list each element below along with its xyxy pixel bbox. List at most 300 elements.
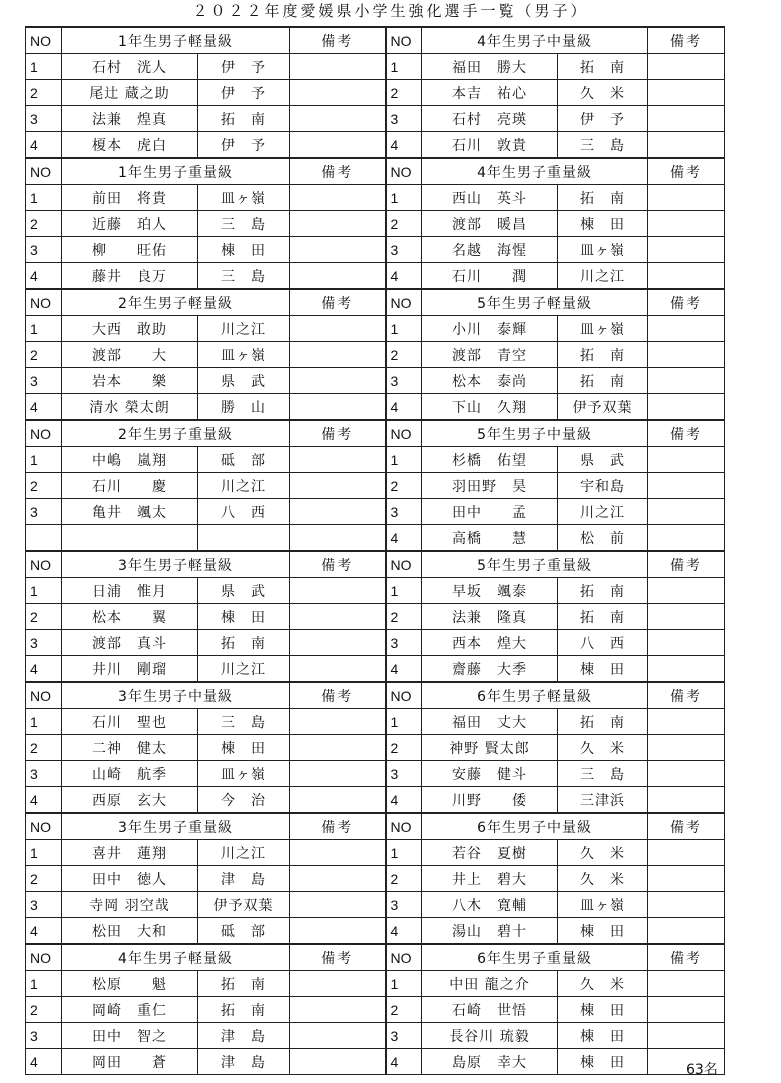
athlete-name: 神野 賢太郎 <box>422 735 558 761</box>
athlete-row <box>26 473 725 499</box>
entry-number: 2 <box>386 473 422 499</box>
team-name: 皿ヶ嶺 <box>558 316 648 342</box>
team-name: 津 島 <box>198 1049 290 1075</box>
remarks-cell <box>648 342 725 368</box>
entry-number: 4 <box>26 394 62 421</box>
athlete-row <box>26 316 725 342</box>
remarks-header: 備考 <box>290 682 386 709</box>
athlete-name: 藤井 良万 <box>62 263 198 290</box>
athlete-name: 中田 龍之介 <box>422 971 558 997</box>
athlete-name: 渡部 暖昌 <box>422 211 558 237</box>
team-name: 拓 南 <box>558 578 648 604</box>
section-title: 6年生男子重量級 <box>422 944 648 971</box>
section-title: 4年生男子中量級 <box>422 27 648 54</box>
entry-number: 3 <box>386 106 422 132</box>
entry-number: 1 <box>26 709 62 735</box>
athlete-name: 中嶋 嵐翔 <box>62 447 198 473</box>
athlete-name: 田中 智之 <box>62 1023 198 1049</box>
remarks-cell <box>648 499 725 525</box>
team-name: 棟 田 <box>558 1023 648 1049</box>
remarks-cell <box>648 80 725 106</box>
athlete-row <box>26 499 725 525</box>
athlete-name: 松本 泰尚 <box>422 368 558 394</box>
remarks-cell <box>290 787 386 814</box>
remarks-cell <box>290 394 386 421</box>
roster-table <box>25 26 725 1075</box>
athlete-name: 湯山 碧十 <box>422 918 558 945</box>
team-name: 拓 南 <box>558 342 648 368</box>
section-header-row <box>26 944 725 971</box>
team-name: 皿ヶ嶺 <box>558 237 648 263</box>
team-name: 久 米 <box>558 840 648 866</box>
athlete-row <box>26 761 725 787</box>
entry-number: 1 <box>386 578 422 604</box>
team-name: 拓 南 <box>558 709 648 735</box>
entry-number: 1 <box>386 316 422 342</box>
remarks-header: 備考 <box>648 420 725 447</box>
team-name: 川之江 <box>198 316 290 342</box>
remarks-header: 備考 <box>648 289 725 316</box>
team-name: 拓 南 <box>198 971 290 997</box>
remarks-cell <box>290 630 386 656</box>
athlete-name: 福田 勝大 <box>422 54 558 80</box>
athlete-name <box>62 525 198 552</box>
document-title: ２０２２年度愛媛県小学生強化選手一覧（男子） <box>192 2 589 20</box>
remarks-cell <box>648 997 725 1023</box>
no-header: NO <box>386 551 422 578</box>
team-name: 棟 田 <box>198 604 290 630</box>
athlete-name: 寺岡 羽空哉 <box>62 892 198 918</box>
athlete-row <box>26 368 725 394</box>
remarks-header: 備考 <box>648 158 725 185</box>
entry-number: 1 <box>26 316 62 342</box>
athlete-row <box>26 866 725 892</box>
team-name: 伊 予 <box>198 132 290 159</box>
team-name: 棟 田 <box>198 735 290 761</box>
entry-number: 3 <box>386 630 422 656</box>
athlete-name: 川野 倭 <box>422 787 558 814</box>
athlete-name: 井川 剛瑠 <box>62 656 198 683</box>
team-name: 砥 部 <box>198 447 290 473</box>
team-name: 棟 田 <box>198 237 290 263</box>
athlete-name: 渡部 青空 <box>422 342 558 368</box>
remarks-cell <box>648 578 725 604</box>
no-header: NO <box>26 27 62 54</box>
entry-number: 1 <box>386 447 422 473</box>
total-count: 63名 <box>686 1062 718 1078</box>
athlete-name: 石川 敦貴 <box>422 132 558 159</box>
remarks-cell <box>290 1023 386 1049</box>
entry-number: 3 <box>26 237 62 263</box>
section-title: 4年生男子重量級 <box>422 158 648 185</box>
athlete-name: 田中 孟 <box>422 499 558 525</box>
no-header: NO <box>386 158 422 185</box>
remarks-cell <box>290 971 386 997</box>
remarks-cell <box>290 761 386 787</box>
athlete-name: 齋藤 大季 <box>422 656 558 683</box>
remarks-cell <box>648 185 725 211</box>
entry-number: 1 <box>26 971 62 997</box>
athlete-name: 松本 翼 <box>62 604 198 630</box>
remarks-cell <box>290 997 386 1023</box>
no-header: NO <box>26 420 62 447</box>
team-name: 県 武 <box>558 447 648 473</box>
remarks-cell <box>290 447 386 473</box>
team-name: 三津浜 <box>558 787 648 814</box>
section-header-row <box>26 813 725 840</box>
athlete-name: 法兼 隆真 <box>422 604 558 630</box>
entry-number: 3 <box>386 761 422 787</box>
athlete-row <box>26 709 725 735</box>
remarks-cell <box>290 185 386 211</box>
athlete-row <box>26 342 725 368</box>
remarks-cell <box>290 106 386 132</box>
team-name: 三 島 <box>198 263 290 290</box>
athlete-row <box>26 80 725 106</box>
athlete-name: 山崎 航季 <box>62 761 198 787</box>
athlete-name: 尾辻 蔵之助 <box>62 80 198 106</box>
entry-number: 1 <box>386 840 422 866</box>
entry-number: 3 <box>26 630 62 656</box>
no-header: NO <box>26 551 62 578</box>
team-name: 津 島 <box>198 866 290 892</box>
remarks-cell <box>648 263 725 290</box>
athlete-name: 石村 亮瑛 <box>422 106 558 132</box>
remarks-header: 備考 <box>290 289 386 316</box>
no-header: NO <box>386 289 422 316</box>
athlete-name: 日浦 惟月 <box>62 578 198 604</box>
athlete-name: 松田 大和 <box>62 918 198 945</box>
section-title: 1年生男子軽量級 <box>62 27 290 54</box>
remarks-cell <box>290 866 386 892</box>
entry-number: 2 <box>386 735 422 761</box>
athlete-row <box>26 447 725 473</box>
remarks-cell <box>648 866 725 892</box>
remarks-cell <box>648 1023 725 1049</box>
entry-number: 3 <box>26 106 62 132</box>
entry-number: 1 <box>26 185 62 211</box>
team-name: 皿ヶ嶺 <box>558 892 648 918</box>
entry-number: 2 <box>26 604 62 630</box>
athlete-name: 喜井 蓮翔 <box>62 840 198 866</box>
athlete-name: 清水 榮太朗 <box>62 394 198 421</box>
remarks-cell <box>648 840 725 866</box>
remarks-cell <box>290 211 386 237</box>
team-name: 川之江 <box>558 263 648 290</box>
remarks-cell <box>290 1049 386 1075</box>
entry-number: 3 <box>26 892 62 918</box>
section-header-row <box>26 27 725 54</box>
remarks-cell <box>290 918 386 945</box>
athlete-name: 井上 碧大 <box>422 866 558 892</box>
athlete-name: 石川 聖也 <box>62 709 198 735</box>
athlete-row <box>26 656 725 683</box>
entry-number <box>26 525 62 552</box>
section-title: 6年生男子中量級 <box>422 813 648 840</box>
athlete-name: 二神 健太 <box>62 735 198 761</box>
remarks-header: 備考 <box>290 813 386 840</box>
team-name: 伊 予 <box>198 80 290 106</box>
athlete-row <box>26 787 725 814</box>
athlete-name: 杉橋 佑望 <box>422 447 558 473</box>
entry-number: 1 <box>26 578 62 604</box>
section-title: 5年生男子中量級 <box>422 420 648 447</box>
section-title: 1年生男子重量級 <box>62 158 290 185</box>
no-header: NO <box>26 944 62 971</box>
remarks-cell <box>648 761 725 787</box>
entry-number: 4 <box>386 132 422 159</box>
athlete-name: 亀井 颯太 <box>62 499 198 525</box>
no-header: NO <box>386 27 422 54</box>
athlete-row <box>26 918 725 945</box>
athlete-name: 島原 幸大 <box>422 1049 558 1075</box>
remarks-cell <box>648 106 725 132</box>
entry-number: 4 <box>386 525 422 552</box>
athlete-name: 柳 旺佑 <box>62 237 198 263</box>
remarks-cell <box>290 709 386 735</box>
entry-number: 2 <box>26 80 62 106</box>
team-name: 棟 田 <box>558 211 648 237</box>
team-name: 久 米 <box>558 80 648 106</box>
team-name: 棟 田 <box>558 1049 648 1075</box>
no-header: NO <box>26 813 62 840</box>
team-name: 川之江 <box>558 499 648 525</box>
athlete-row <box>26 1049 725 1075</box>
section-title: 6年生男子軽量級 <box>422 682 648 709</box>
team-name: 伊 予 <box>558 106 648 132</box>
team-name: 皿ヶ嶺 <box>198 185 290 211</box>
athlete-name: 榎本 虎白 <box>62 132 198 159</box>
athlete-name: 羽田野 昊 <box>422 473 558 499</box>
team-name: 今 治 <box>198 787 290 814</box>
athlete-name: 法兼 煌真 <box>62 106 198 132</box>
no-header: NO <box>26 158 62 185</box>
team-name: 拓 南 <box>558 604 648 630</box>
athlete-name: 小川 泰輝 <box>422 316 558 342</box>
entry-number: 3 <box>386 499 422 525</box>
entry-number: 2 <box>386 211 422 237</box>
section-header-row <box>26 158 725 185</box>
entry-number: 3 <box>386 368 422 394</box>
athlete-name: 田中 徳人 <box>62 866 198 892</box>
entry-number: 2 <box>386 80 422 106</box>
team-name: 棟 田 <box>558 656 648 683</box>
entry-number: 1 <box>386 971 422 997</box>
entry-number: 4 <box>26 263 62 290</box>
athlete-row <box>26 892 725 918</box>
remarks-cell <box>290 263 386 290</box>
athlete-row <box>26 604 725 630</box>
remarks-cell <box>290 499 386 525</box>
athlete-name: 長谷川 琉毅 <box>422 1023 558 1049</box>
remarks-cell <box>648 54 725 80</box>
athlete-row <box>26 54 725 80</box>
entry-number: 4 <box>26 1049 62 1075</box>
entry-number: 3 <box>386 1023 422 1049</box>
entry-number: 4 <box>386 1049 422 1075</box>
entry-number: 3 <box>26 1023 62 1049</box>
team-name: 三 島 <box>558 761 648 787</box>
athlete-row <box>26 106 725 132</box>
remarks-header: 備考 <box>290 158 386 185</box>
athlete-name: 前田 将貴 <box>62 185 198 211</box>
remarks-header: 備考 <box>648 813 725 840</box>
remarks-cell <box>290 656 386 683</box>
remarks-cell <box>290 578 386 604</box>
remarks-cell <box>648 656 725 683</box>
entry-number: 4 <box>26 132 62 159</box>
team-name: 八 西 <box>558 630 648 656</box>
section-title: 5年生男子重量級 <box>422 551 648 578</box>
team-name: 松 前 <box>558 525 648 552</box>
remarks-cell <box>648 473 725 499</box>
remarks-header: 備考 <box>648 944 725 971</box>
remarks-header: 備考 <box>290 944 386 971</box>
athlete-row <box>26 578 725 604</box>
entry-number: 3 <box>26 368 62 394</box>
athlete-name: 安藤 健斗 <box>422 761 558 787</box>
remarks-header: 備考 <box>290 27 386 54</box>
athlete-row <box>26 735 725 761</box>
remarks-cell <box>290 316 386 342</box>
team-name: 県 武 <box>198 578 290 604</box>
section-header-row <box>26 682 725 709</box>
athlete-row <box>26 263 725 290</box>
athlete-row <box>26 525 725 552</box>
remarks-cell <box>648 630 725 656</box>
athlete-name: 福田 丈大 <box>422 709 558 735</box>
remarks-header: 備考 <box>648 551 725 578</box>
entry-number: 4 <box>386 787 422 814</box>
entry-number: 2 <box>26 473 62 499</box>
team-name: 皿ヶ嶺 <box>198 761 290 787</box>
remarks-cell <box>648 892 725 918</box>
team-name: 久 米 <box>558 971 648 997</box>
athlete-name: 高橋 慧 <box>422 525 558 552</box>
entry-number: 1 <box>26 54 62 80</box>
entry-number: 3 <box>26 499 62 525</box>
athlete-name: 岩本 樂 <box>62 368 198 394</box>
athlete-name: 渡部 大 <box>62 342 198 368</box>
no-header: NO <box>26 682 62 709</box>
team-name: 三 島 <box>198 211 290 237</box>
section-title: 5年生男子軽量級 <box>422 289 648 316</box>
entry-number: 2 <box>386 866 422 892</box>
team-name: 三 島 <box>198 709 290 735</box>
entry-number: 3 <box>386 892 422 918</box>
athlete-row <box>26 237 725 263</box>
remarks-cell <box>290 132 386 159</box>
athlete-name: 渡部 真斗 <box>62 630 198 656</box>
entry-number: 1 <box>386 709 422 735</box>
athlete-name: 岡崎 重仁 <box>62 997 198 1023</box>
team-name: 拓 南 <box>198 630 290 656</box>
remarks-cell <box>290 892 386 918</box>
remarks-cell <box>290 525 386 552</box>
no-header: NO <box>26 289 62 316</box>
team-name: 津 島 <box>198 1023 290 1049</box>
entry-number: 1 <box>26 447 62 473</box>
athlete-row <box>26 394 725 421</box>
entry-number: 3 <box>386 237 422 263</box>
remarks-cell <box>648 971 725 997</box>
entry-number: 4 <box>386 263 422 290</box>
team-name: 久 米 <box>558 866 648 892</box>
remarks-cell <box>648 604 725 630</box>
athlete-row <box>26 1023 725 1049</box>
athlete-row <box>26 211 725 237</box>
remarks-cell <box>648 787 725 814</box>
athlete-name: 西山 英斗 <box>422 185 558 211</box>
team-name: 川之江 <box>198 840 290 866</box>
team-name: 勝 山 <box>198 394 290 421</box>
entry-number: 2 <box>386 997 422 1023</box>
remarks-cell <box>290 604 386 630</box>
remarks-cell <box>648 237 725 263</box>
entry-number: 1 <box>26 840 62 866</box>
athlete-row <box>26 132 725 159</box>
athlete-name: 本吉 祐心 <box>422 80 558 106</box>
entry-number: 2 <box>26 866 62 892</box>
no-header: NO <box>386 944 422 971</box>
remarks-cell <box>290 735 386 761</box>
entry-number: 1 <box>386 54 422 80</box>
remarks-cell <box>290 237 386 263</box>
remarks-cell <box>648 735 725 761</box>
section-title: 2年生男子軽量級 <box>62 289 290 316</box>
remarks-header: 備考 <box>648 682 725 709</box>
remarks-cell <box>290 54 386 80</box>
remarks-cell <box>290 80 386 106</box>
team-name: 八 西 <box>198 499 290 525</box>
remarks-cell <box>648 525 725 552</box>
remarks-cell <box>290 840 386 866</box>
remarks-header: 備考 <box>290 420 386 447</box>
athlete-name: 若谷 夏樹 <box>422 840 558 866</box>
entry-number: 4 <box>386 656 422 683</box>
team-name: 三 島 <box>558 132 648 159</box>
remarks-cell <box>290 473 386 499</box>
team-name: 拓 南 <box>558 54 648 80</box>
entry-number: 4 <box>26 787 62 814</box>
athlete-name: 八木 寛輔 <box>422 892 558 918</box>
athlete-row <box>26 840 725 866</box>
team-name: 伊予双葉 <box>198 892 290 918</box>
team-name: 県 武 <box>198 368 290 394</box>
entry-number: 2 <box>26 342 62 368</box>
section-title: 3年生男子重量級 <box>62 813 290 840</box>
entry-number: 1 <box>386 185 422 211</box>
entry-number: 4 <box>26 918 62 945</box>
team-name: 皿ヶ嶺 <box>198 342 290 368</box>
remarks-cell <box>648 211 725 237</box>
team-name: 砥 部 <box>198 918 290 945</box>
athlete-name: 岡田 蒼 <box>62 1049 198 1075</box>
entry-number: 3 <box>26 761 62 787</box>
remarks-cell <box>648 394 725 421</box>
athlete-row <box>26 630 725 656</box>
entry-number: 2 <box>26 997 62 1023</box>
remarks-cell <box>648 918 725 945</box>
remarks-cell <box>648 316 725 342</box>
no-header: NO <box>386 420 422 447</box>
no-header: NO <box>386 813 422 840</box>
team-name: 拓 南 <box>558 185 648 211</box>
team-name: 川之江 <box>198 656 290 683</box>
section-title: 2年生男子重量級 <box>62 420 290 447</box>
team-name: 川之江 <box>198 473 290 499</box>
athlete-name: 名越 海惺 <box>422 237 558 263</box>
